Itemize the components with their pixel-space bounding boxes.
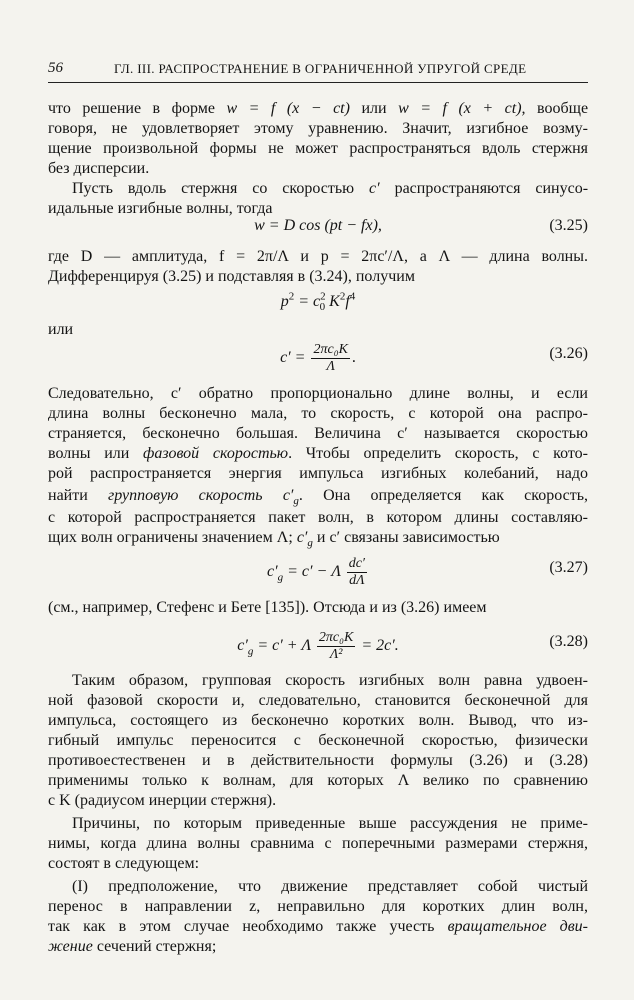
text-line: рой распространяется энергия импульса изгибных колебаний, надо — [48, 465, 588, 482]
text-line: страняется, бесконечно большая. Величина c′ называется скоростью — [48, 425, 588, 442]
text-line: Таким образом, групповая скорость изгибных волн равна удвоен- — [72, 672, 588, 689]
text-line: длина волны бесконечно мала, то скорость, с которой она распро- — [48, 405, 588, 422]
equation-3-25 — [48, 214, 588, 238]
text-line: жение сечений стержня; — [48, 938, 217, 955]
text-line: идальные изгибные волны, тогда — [48, 200, 273, 217]
text-line: Пусть вдоль стержня со скоростью c′ распространяются синусо- — [72, 180, 589, 197]
text-line: (см., например, Стефенс и Бете [135]). Отсюда и из (3.26) имеем — [48, 599, 487, 616]
text-line: с K (радиусом инерции стержня). — [48, 792, 277, 809]
equation-number: (3.25) — [549, 217, 588, 234]
text-line: найти групповую скорость $c'_g$. Она определяется как скорость, — [48, 487, 589, 508]
text-line: перенос в направлении z, неправильно для коротких длин волн, — [48, 898, 588, 915]
equation-body: w = D cos (pt − fx), — [254, 217, 382, 234]
equation-3-26: c′ = $\frac{\text{2πc₀K}}{\Lambda}$ . (3.26) — [280, 342, 588, 374]
text-line: щение произвольной формы не может распространяться вдоль стержня — [48, 140, 588, 157]
text-line: где D — амплитуда, f = 2π/Λ и p = 2πc′/Λ, а Λ — длина волны. — [48, 248, 588, 265]
text-line: говоря, не удовлетворяет этому уравнению. Значит, изгибное возму- — [48, 120, 588, 137]
text-line: противоестественен и в действительности формулы (3.26) и (3.28) — [48, 752, 588, 769]
equation-number: (3.28) — [549, 633, 588, 650]
text-line: без дисперсии. — [48, 160, 150, 177]
text-line: состоят в следующем: — [48, 855, 200, 872]
text-line: Причины, по которым приведенные выше рассуждения не приме- — [72, 815, 588, 832]
equation-p-squared: $p^2 = c^2_0$ $K^2f^4$ — [280, 290, 356, 314]
text-line: так как в этом случае необходимо также учесть вращательное дви- — [48, 918, 589, 935]
running-head: ГЛ. III. РАСПРОСТРАНЕНИЕ В ОГРАНИЧЕННОЙ УПРУГОЙ СРЕДЕ — [114, 61, 527, 76]
equation-3-27: $c'_g = c' - \Lambda$ $\frac{dc'}{d\Lambda}$ (3.27) — [267, 556, 588, 588]
page-number: 56 — [48, 60, 63, 76]
text-line: импульса, состоящего из бесконечно коротких волн. Вывод, что из- — [48, 712, 588, 729]
text-line: с которой распространяется пакет волн, в котором длины составляю- — [48, 509, 588, 526]
text-line: ной фазовой скорости и, следовательно, становится бесконечной для — [48, 692, 588, 709]
page-header — [48, 60, 588, 80]
text-line: применимы только к волнам, для которых Λ велико по сравнению — [48, 772, 588, 789]
text-line: что решение в форме w = f (x − ct) или w = f (x + ct), вообще — [48, 100, 589, 117]
text-line: Следовательно, c′ обратно пропорционально длине волны, и если — [48, 385, 588, 402]
text-line: (I) предположение, что движение представляет собой чистый — [72, 878, 588, 895]
text-line: гибный импульс переносится с бесконечной скоростью, физически — [48, 732, 588, 749]
equation-number: (3.27) — [549, 559, 588, 576]
text-line: Дифференцируя (3.25) и подставляя в (3.24), получим — [48, 268, 415, 285]
header-rule — [48, 82, 588, 83]
equation-number: (3.26) — [549, 345, 588, 362]
text-line: волны или фазовой скоростью. Чтобы определить скорость, с кото- — [48, 445, 588, 462]
equation-3-28: $c'_g = c' + \Lambda$ $\frac{\text{2πc₀K}}{\text{Λ²}}$ = 2c′. (3.28) — [237, 630, 588, 662]
text-line: нимы, когда длина волны сравнима с поперечными размерами стержня, — [48, 835, 588, 852]
text-line: щих волн ограничены значением Λ; $c'_g$ и c′ связаны зависимостью — [48, 529, 500, 550]
word-ili: или — [48, 321, 74, 338]
